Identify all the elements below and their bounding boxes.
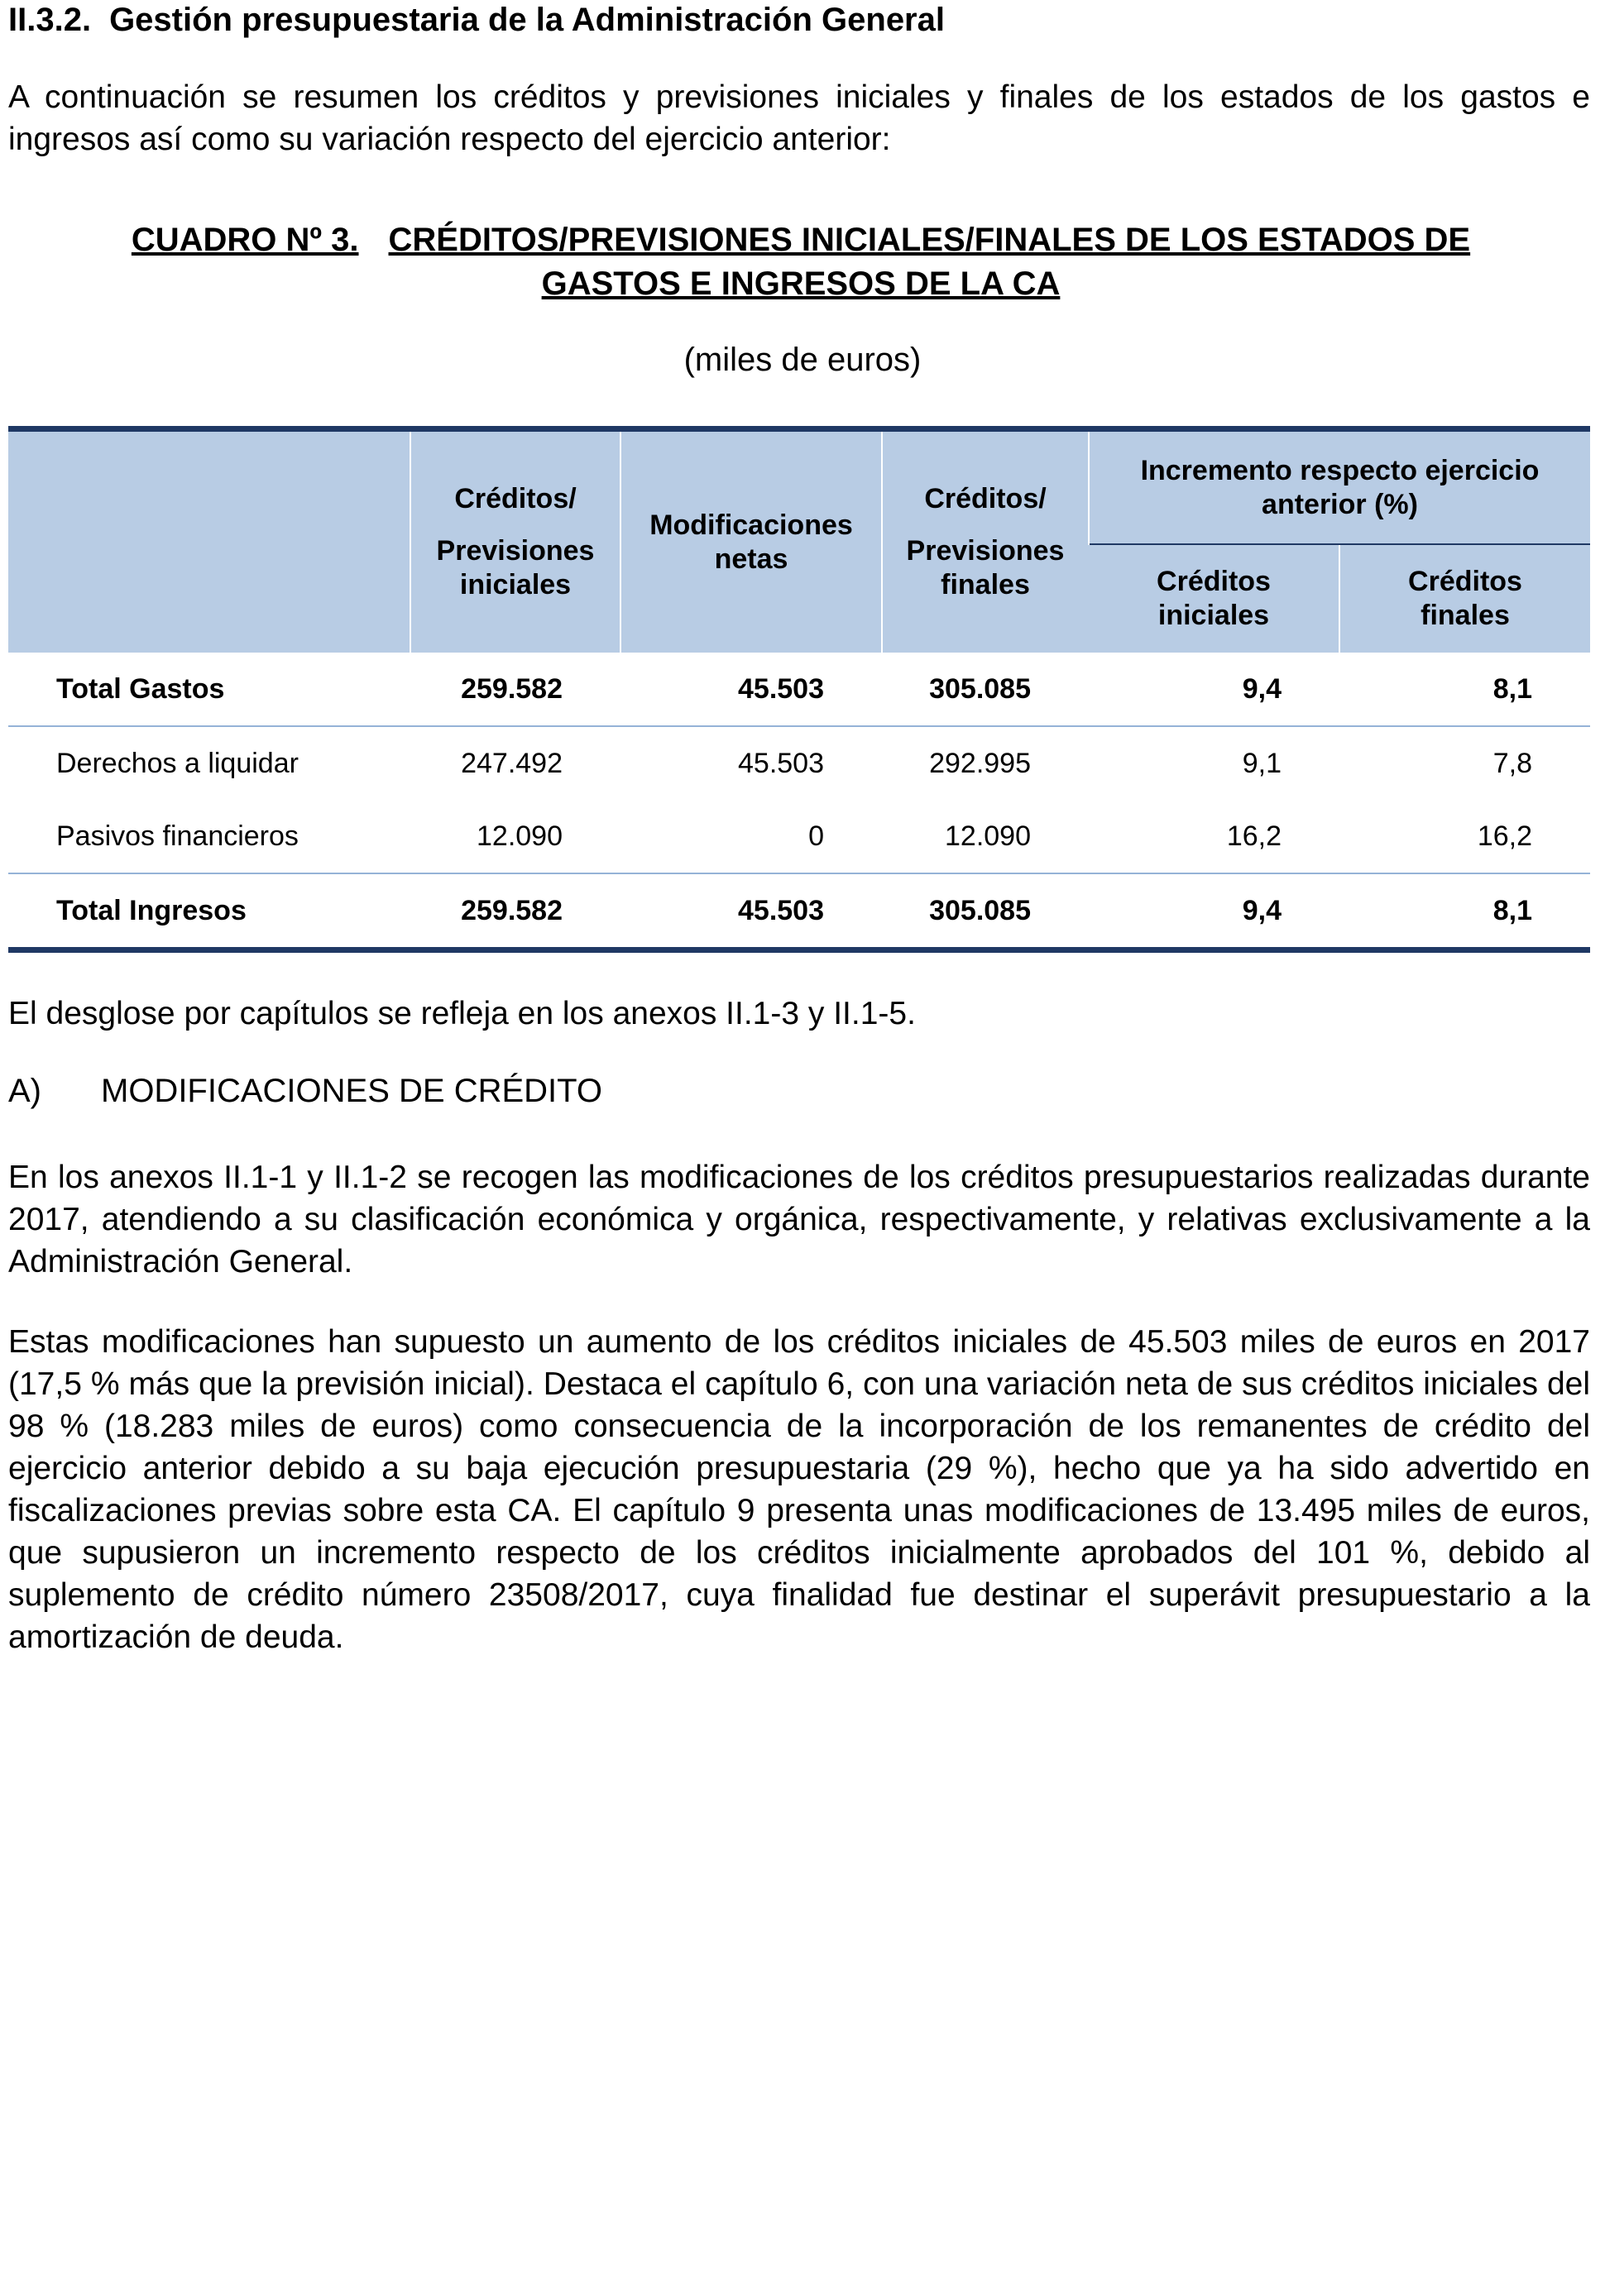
header-increase-initial: Créditos iniciales xyxy=(1089,544,1339,653)
section-number: II.3.2. xyxy=(8,2,92,38)
subsection-title: MODIFICACIONES DE CRÉDITO xyxy=(101,1073,602,1109)
cell-increase-initial: 9,1 xyxy=(1242,747,1282,779)
cell-final: 305.085 xyxy=(882,873,1089,950)
cell-increase-final: 7,8 xyxy=(1492,747,1532,779)
row-concept: Total Ingresos xyxy=(8,873,410,950)
intro-paragraph: A continuación se resumen los créditos y previsiones iniciales y finales de los estados de los gastos e ingresos así como su variación respecto del ejercicio anterior: xyxy=(8,79,1590,157)
cell-initial: 247.492 xyxy=(461,747,563,779)
row-concept: Pasivos financieros xyxy=(8,800,410,873)
breakdown-paragraph: El desglose por capítulos se refleja en los anexos II.1-3 y II.1-5. xyxy=(8,996,916,1031)
subsection-heading xyxy=(8,1073,602,1110)
table-row xyxy=(8,726,1590,800)
cell-increase-final: 16,2 xyxy=(1339,800,1590,873)
header-final-credits: Créditos/ Previsiones finales xyxy=(882,429,1089,653)
table-row xyxy=(8,873,1590,950)
table-header-row xyxy=(8,429,1590,545)
header-net-modifications: Modificaciones netas xyxy=(620,429,882,653)
cell-final: 305.085 xyxy=(882,653,1089,726)
subsection-letter: A) xyxy=(8,1073,41,1109)
table-title-line2: GASTOS E INGRESOS DE LA CA xyxy=(541,265,1061,302)
cell-increase-final: 8,1 xyxy=(1339,873,1590,950)
cell-final: 12.090 xyxy=(882,800,1089,873)
header-increase-final: Créditos finales xyxy=(1339,544,1590,653)
cell-increase-initial: 9,4 xyxy=(1089,653,1339,726)
table-number: CUADRO Nº 3. xyxy=(131,222,359,258)
table-caption xyxy=(65,218,1537,306)
cell-increase-final: 8,1 xyxy=(1339,653,1590,726)
section-title: Gestión presupuestaria de la Administración General xyxy=(109,2,945,38)
modifications-paragraph-2: Estas modificaciones han supuesto un aumento de los créditos iniciales de 45.503 miles de euros en 2017 (17,5 % más que la previsión inicial). Destaca el capítulo 6, con una variación neta de sus créditos iniciales del 98 % (18.283 miles de euros) como consecuencia de la incorporación de los remanentes de crédito del ejercicio anterior debido a su baja ejecución presupuestaria (29 %), hecho que ya ha sido advertido en fiscalizaciones previas sobre esta CA. El capítulo 9 presenta unas modificaciones de 13.495 miles de euros, que supusieron un incremento respecto de los créditos inicialmente aprobados del 101 %, debido al suplemento de crédito número 23508/2017, cuya finalidad fue destinar el superávit presupuestario a la amortización de deuda. xyxy=(8,1324,1590,1655)
cell-initial: 259.582 xyxy=(410,873,620,950)
cell-final: 292.995 xyxy=(929,747,1031,779)
cell-modifications: 45.503 xyxy=(620,653,882,726)
cell-modifications: 0 xyxy=(620,800,882,873)
cell-initial: 12.090 xyxy=(410,800,620,873)
row-concept: Total Gastos xyxy=(8,653,410,726)
header-increase-group: Incremento respecto ejercicio anterior (%) xyxy=(1089,429,1590,545)
cell-increase-initial: 16,2 xyxy=(1089,800,1339,873)
row-concept: Derechos a liquidar xyxy=(56,747,299,779)
header-concept xyxy=(8,429,410,653)
units-label: (miles de euros) xyxy=(683,342,922,378)
header-initial-credits: Créditos/ Previsiones iniciales xyxy=(410,429,620,653)
modifications-paragraph-1: En los anexos II.1-1 y II.1-2 se recogen las modificaciones de los créditos presupuestarios realizadas durante 2017, atendiendo a su clasificación económica y orgánica, respectivamente, y relativas exclusivamente a la Administración General. xyxy=(8,1160,1590,1280)
table-row xyxy=(8,653,1590,726)
cell-modifications: 45.503 xyxy=(620,873,882,950)
section-heading xyxy=(8,2,945,39)
budget-table xyxy=(8,426,1590,953)
cell-initial: 259.582 xyxy=(410,653,620,726)
cell-modifications: 45.503 xyxy=(738,747,824,779)
cell-increase-initial: 9,4 xyxy=(1089,873,1339,950)
table-title-line1: CRÉDITOS/PREVISIONES INICIALES/FINALES DE LOS ESTADOS DE xyxy=(388,222,1471,258)
table-row xyxy=(8,800,1590,873)
